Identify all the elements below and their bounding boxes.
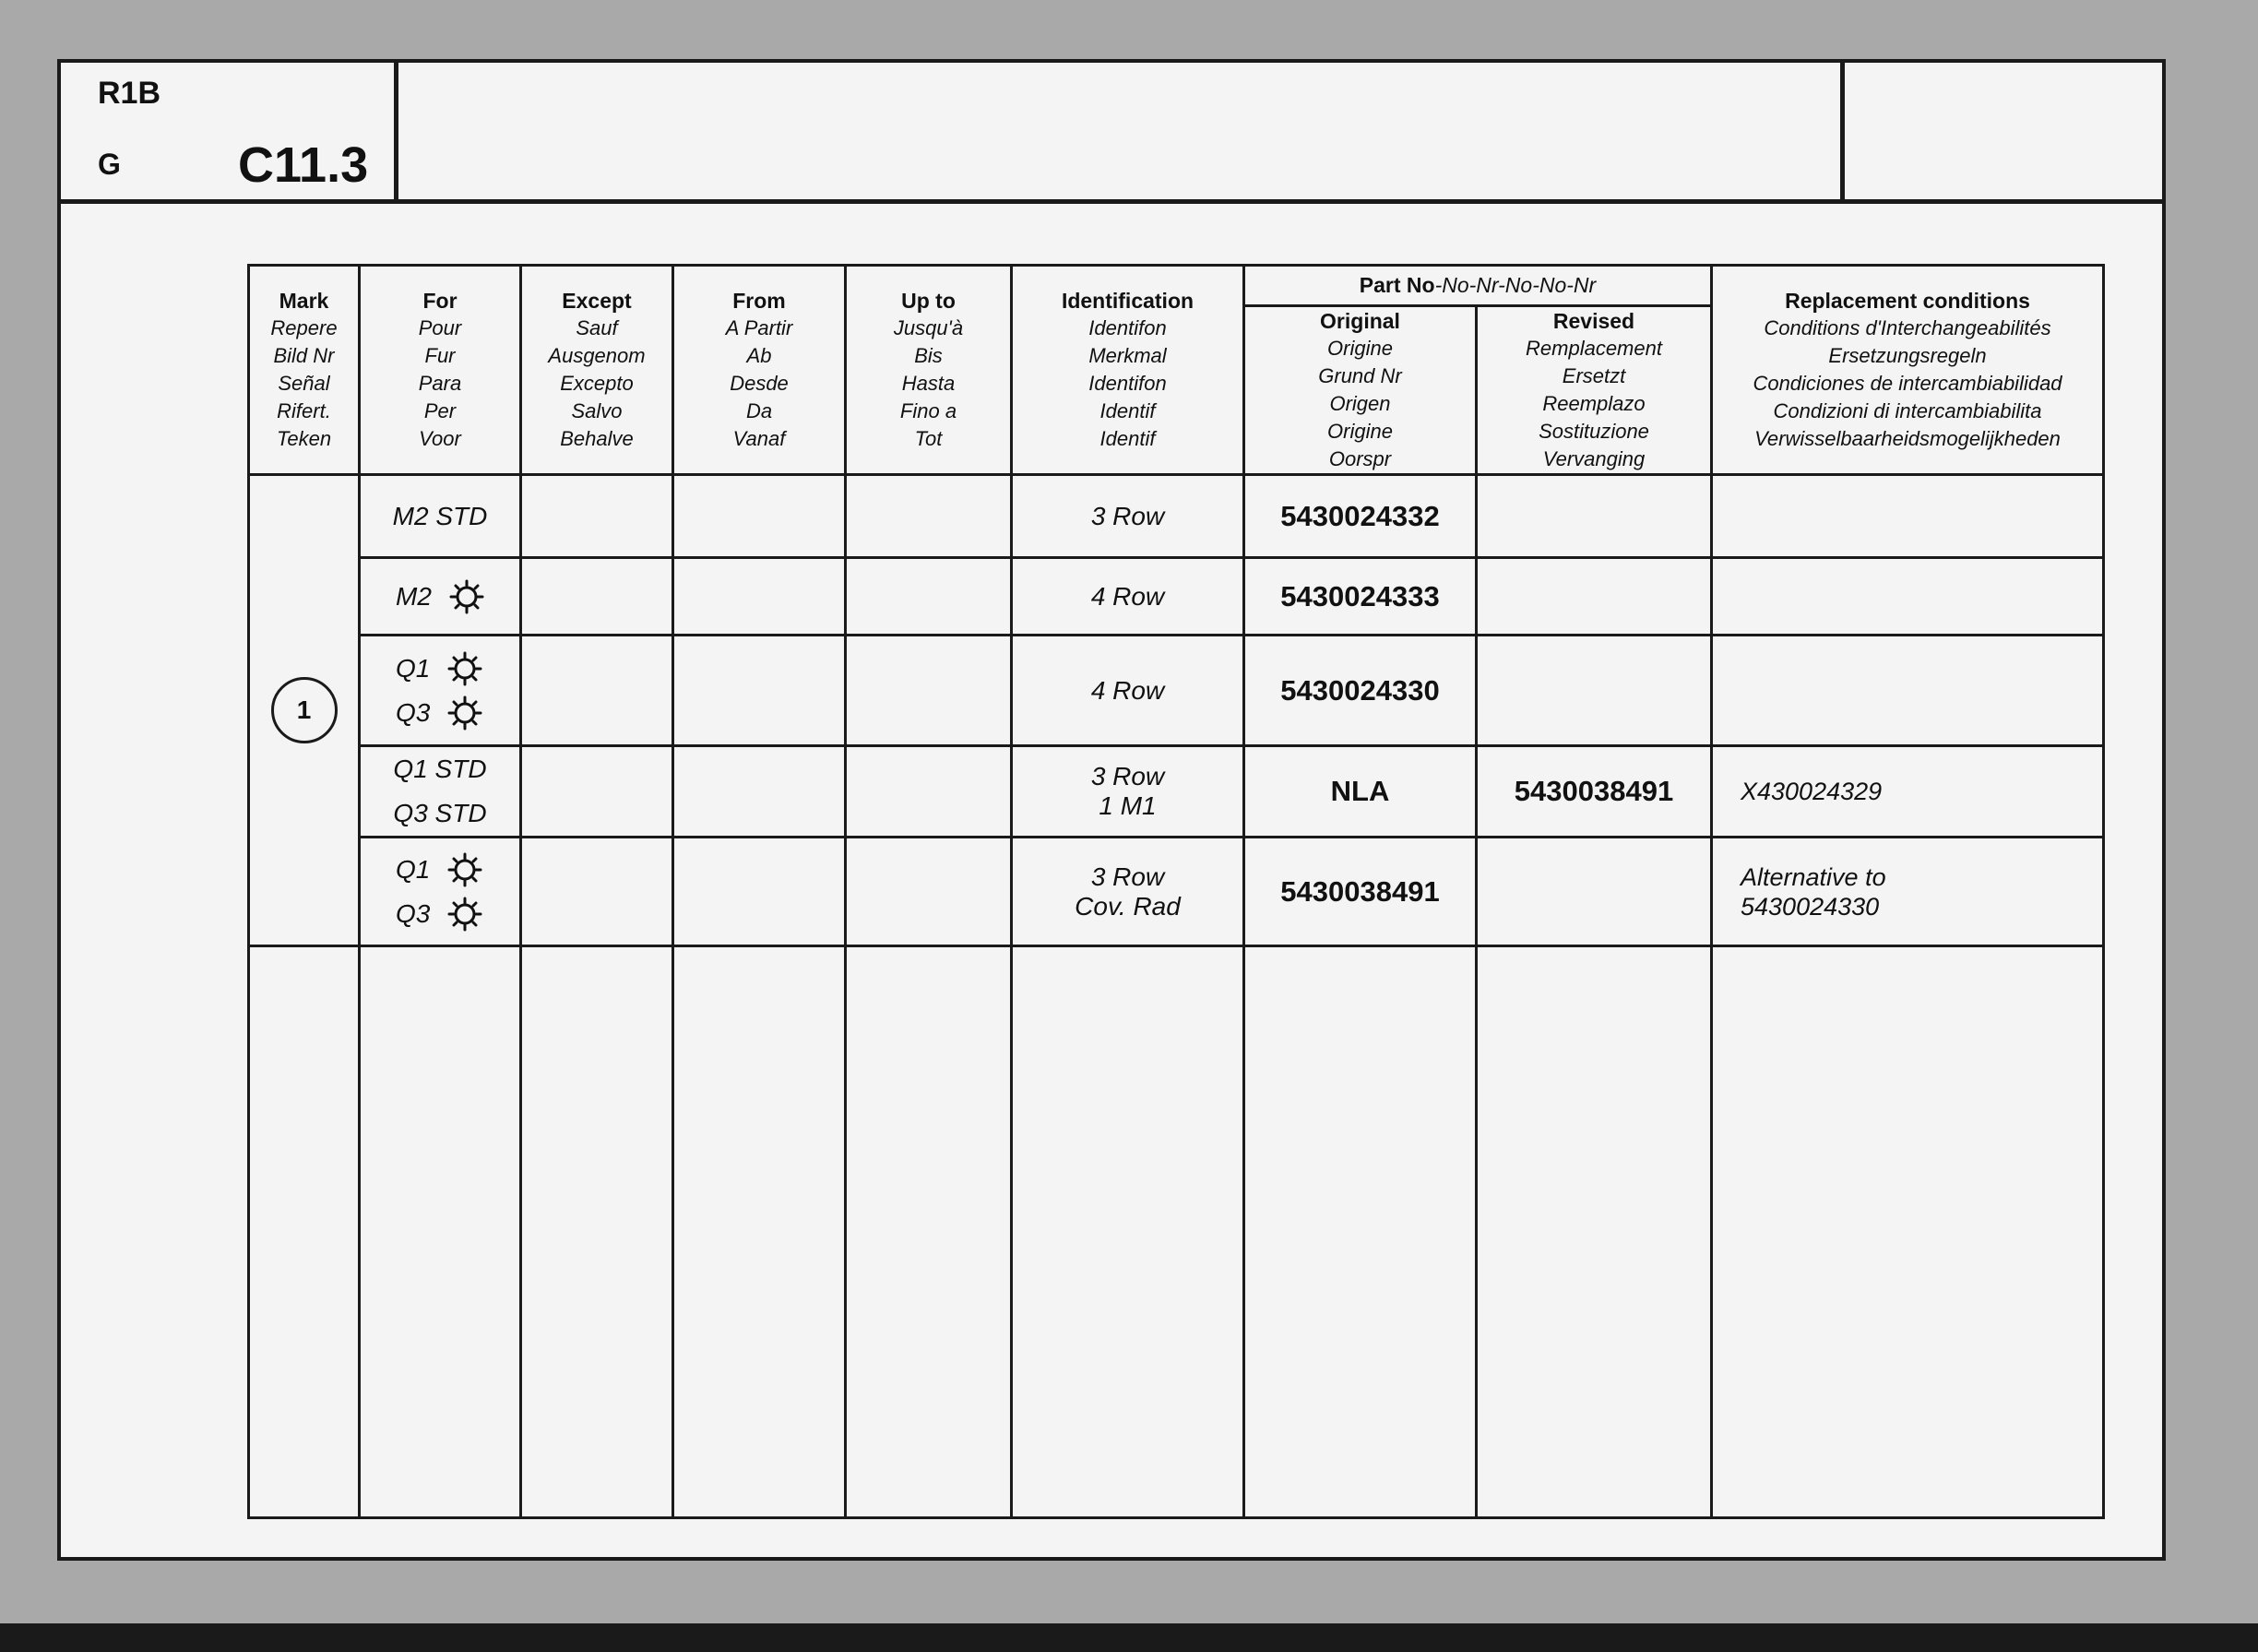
original-partno-cell — [1244, 475, 1477, 558]
identification-text: 3 Row — [1090, 862, 1165, 891]
original-partno: 5430038491 — [1280, 874, 1440, 908]
code-left: G — [98, 148, 121, 181]
for-model: Q1 — [396, 854, 431, 884]
except-cell — [521, 475, 673, 558]
revised-partno-cell — [1477, 475, 1712, 558]
table-row — [249, 475, 2104, 558]
table-row — [249, 746, 2104, 838]
for-model: Q1 — [396, 653, 431, 683]
identification-cell — [1012, 746, 1244, 838]
empty-row — [249, 946, 2104, 1518]
revised-partno-cell — [1477, 558, 1712, 636]
identification-text: 4 Row — [1090, 675, 1165, 705]
page-code: C11.3 — [238, 137, 369, 193]
for-cell — [360, 746, 521, 838]
from-cell — [673, 838, 846, 946]
original-partno-cell — [1244, 838, 1477, 946]
identification-text: Cov. Rad — [1075, 891, 1181, 921]
upto-cell — [846, 558, 1012, 636]
revised-partno-cell — [1477, 746, 1712, 838]
revised-partno-cell — [1477, 636, 1712, 746]
revised-partno-cell — [1477, 838, 1712, 946]
parts-table — [247, 264, 2105, 1519]
sun-symbol-icon — [446, 695, 483, 731]
replacement-cell — [1712, 746, 2104, 838]
sun-symbol-icon — [446, 650, 483, 687]
header-code-box — [61, 63, 398, 201]
col-upto-header: Up to Jusqu'à Bis Hasta Fino a Tot — [846, 266, 1012, 475]
header-row — [249, 266, 2104, 306]
col-original-header: Original Origine Grund Nr Origen Origine Oorspr — [1244, 306, 1477, 475]
sun-symbol-icon — [448, 578, 485, 615]
parts-sheet — [57, 59, 2166, 1561]
for-model: Q1 STD — [393, 755, 487, 783]
for-model: Q3 STD — [393, 799, 487, 827]
for-cell — [360, 558, 521, 636]
replacement-cell — [1712, 838, 2104, 946]
from-cell — [673, 746, 846, 838]
original-partno: 5430024332 — [1280, 499, 1440, 532]
mark-cell — [249, 475, 360, 946]
original-partno: 5430024330 — [1280, 673, 1440, 707]
sun-symbol-icon — [446, 896, 483, 933]
col-replacement-header: Replacement conditions Conditions d'Interchangeabilités Ersetzungsregeln Condiciones de intercambiabilidad Condizioni di intercambiabilita Verwisselbaarheidsmogelijkheden — [1712, 266, 2104, 475]
col-identification-header: Identification Identifon Merkmal Identifon Identif Identif — [1012, 266, 1244, 475]
col-partno-header: Part No-No-Nr-No-No-Nr — [1244, 266, 1712, 306]
identification-cell — [1012, 558, 1244, 636]
identification-cell — [1012, 838, 1244, 946]
mark-number: 1 — [271, 677, 338, 743]
except-cell — [521, 746, 673, 838]
from-cell — [673, 475, 846, 558]
for-model: M2 STD — [392, 501, 488, 530]
for-cell — [360, 838, 521, 946]
for-model: M2 — [396, 581, 432, 611]
replacement-text: Alternative to — [1741, 862, 1886, 891]
replacement-text: X430024329 — [1741, 778, 1883, 805]
code-top: R1B — [98, 76, 161, 111]
identification-cell — [1012, 636, 1244, 746]
original-partno-cell — [1244, 636, 1477, 746]
scan-bottom-edge — [0, 1623, 2258, 1652]
replacement-cell — [1712, 558, 2104, 636]
col-for-header: For Pour Fur Para Per Voor — [360, 266, 521, 475]
col-from-header: From A Partir Ab Desde Da Vanaf — [673, 266, 846, 475]
identification-text: 3 Row — [1090, 501, 1165, 530]
replacement-cell — [1712, 475, 2104, 558]
for-cell — [360, 636, 521, 746]
table-row — [249, 838, 2104, 946]
upto-cell — [846, 746, 1012, 838]
from-cell — [673, 558, 846, 636]
except-cell — [521, 558, 673, 636]
except-cell — [521, 838, 673, 946]
original-partno: 5430024333 — [1280, 579, 1440, 612]
original-partno-cell — [1244, 746, 1477, 838]
replacement-cell — [1712, 636, 2104, 746]
upto-cell — [846, 636, 1012, 746]
upto-cell — [846, 838, 1012, 946]
for-model: Q3 — [396, 697, 431, 727]
replacement-text: 5430024330 — [1741, 892, 1880, 921]
revised-partno: 5430038491 — [1514, 775, 1674, 807]
for-model: Q3 — [396, 898, 431, 928]
except-cell — [521, 636, 673, 746]
identification-text: 4 Row — [1090, 581, 1165, 611]
identification-cell — [1012, 475, 1244, 558]
table-row — [249, 558, 2104, 636]
identification-text: 3 Row — [1090, 762, 1165, 790]
upto-cell — [846, 475, 1012, 558]
from-cell — [673, 636, 846, 746]
col-mark-header: Mark Repere Bild Nr Señal Rifert. Teken — [249, 266, 360, 475]
table-row — [249, 636, 2104, 746]
for-cell — [360, 475, 521, 558]
sun-symbol-icon — [446, 851, 483, 888]
original-partno: NLA — [1330, 775, 1390, 807]
header-blank-box — [398, 63, 1845, 201]
header-divider — [61, 199, 2166, 204]
col-revised-header: Revised Remplacement Ersetzt Reemplazo Sostituzione Vervanging — [1477, 306, 1712, 475]
original-partno-cell — [1244, 558, 1477, 636]
col-except-header: Except Sauf Ausgenom Excepto Salvo Behalve — [521, 266, 673, 475]
identification-text: 1 M1 — [1099, 791, 1157, 820]
